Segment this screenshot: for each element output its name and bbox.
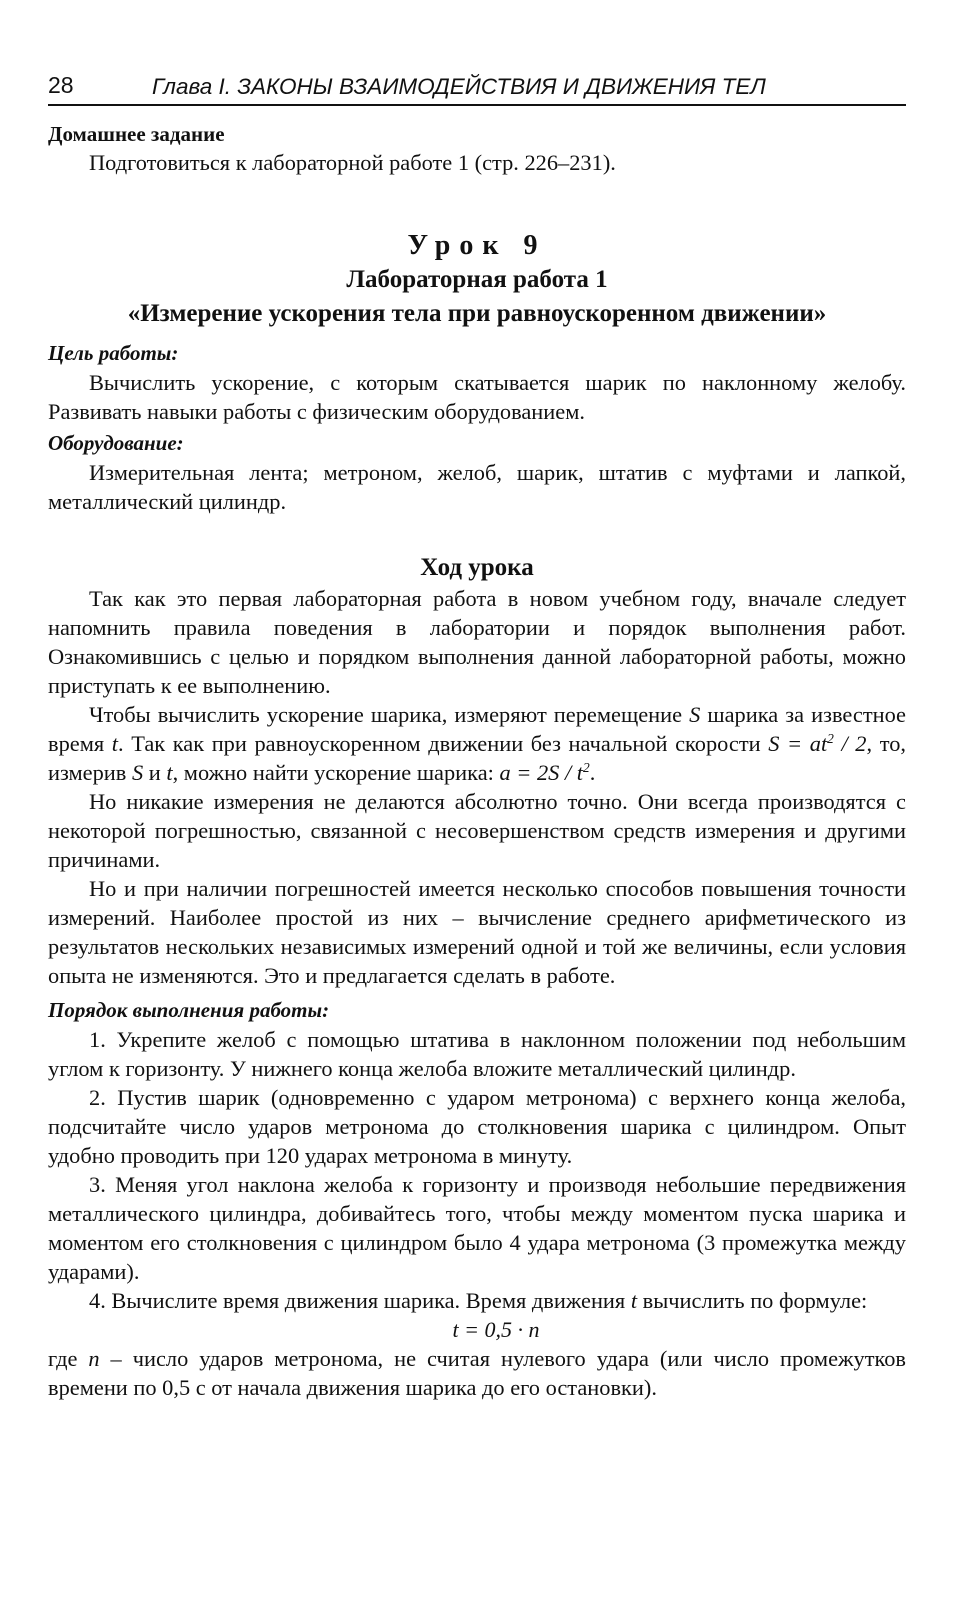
course-paragraph-1: Так как это первая лабораторная работа в новом учебном году, вначале следует напомнить правила поведения в лаборатории и порядок выполнения работ. Ознакомившись с целью и порядком выполнения данной лабораторной работы, можно приступать к ее выполнению.: [48, 586, 906, 698]
procedure-step-3: 3. Меняя угол наклона желоба к горизонту и производя небольшие передвижения металлического цилиндра, добивайтесь того, чтобы между моментом пуска шарика и моментом его столкновения с цилиндром было 4 удара метронома (3 промежутка между ударами).: [48, 1172, 906, 1284]
formula-explanation: где n – число ударов метронома, не считая нулевого удара (или число промежутков времени по 0,5 с от начала движения шарика до его остановки).: [48, 1346, 906, 1400]
time-formula: t = 0,5 · n: [452, 1317, 540, 1342]
procedure-label: Порядок выполнения работы:: [48, 998, 330, 1022]
page-number: 28: [48, 72, 74, 98]
chapter-title: Глава I. ЗАКОНЫ ВЗАИМОДЕЙСТВИЯ И ДВИЖЕНИЯ ТЕЛ: [152, 74, 766, 99]
course-paragraph-3: Но никакие измерения не делаются абсолютно точно. Они всегда производятся с некоторой погрешностью, связанной с несовершенством средств измерения и другими причинами.: [48, 789, 906, 872]
formula-inline-2: $a = 2S / t^2$: [499, 759, 590, 785]
lesson-title-block: [48, 229, 906, 331]
homework-text: Подготовиться к лабораторной работе 1 (стр. 226–231).: [89, 150, 616, 175]
running-header: [48, 70, 906, 106]
equipment-text: Измерительная лента; метроном, желоб, шарик, штатив с муфтами и лапкой, металлический цилиндр.: [48, 460, 906, 514]
book-page: [48, 70, 906, 1402]
lab-number: Лабораторная работа 1: [346, 266, 608, 293]
equipment-label: Оборудование:: [48, 431, 184, 455]
procedure-step-4: 4. Вычислите время движения шарика. Время движения t вычислить по формуле:: [89, 1288, 868, 1313]
course-paragraph-4: Но и при наличии погрешностей имеется несколько способов повышения точности измерений. Наиболее простой из них – вычисление среднего арифметического из результатов нескольких независимых измерений одной и той же величины, если условия опыта не изменяются. Это и предлагается сделать в работе.: [48, 876, 906, 988]
lab-title: «Измерение ускорения тела при равноускоренном движении»: [127, 300, 827, 327]
procedure-step-2: 2. Пустив шарик (одновременно с ударом метронома) с верхнего конца желоба, подсчитайте число ударов метронома до столкновения шарика с цилиндром. Опыт удобно проводить при 120 ударах метронома в минуту.: [48, 1085, 906, 1168]
goal-label: Цель работы:: [48, 341, 179, 365]
procedure-step-1: 1. Укрепите желоб с помощью штатива в наклонном положении под небольшим углом к горизонту. У нижнего конца желоба вложите металлический цилиндр.: [48, 1027, 906, 1081]
lesson-heading: Урок 9: [407, 230, 547, 261]
formula-inline-1: $S = at^2 / 2$: [768, 730, 867, 756]
goal-text: Вычислить ускорение, с которым скатывается шарик по наклонному желобу. Развивать навыки работы с физическим оборудованием.: [48, 370, 906, 424]
homework-label: Домашнее задание: [48, 122, 225, 146]
course-paragraph-2: Чтобы вычислить ускорение шарика, измеряют перемещение S шарика за известное время t. Так как при равноускоренном движении без начальной скорости $S = at^2 / 2$, то, измерив S и t, можно найти ускорение шарика: $a = 2S / t^2$.: [48, 702, 906, 785]
course-heading: Ход урока: [420, 554, 534, 581]
